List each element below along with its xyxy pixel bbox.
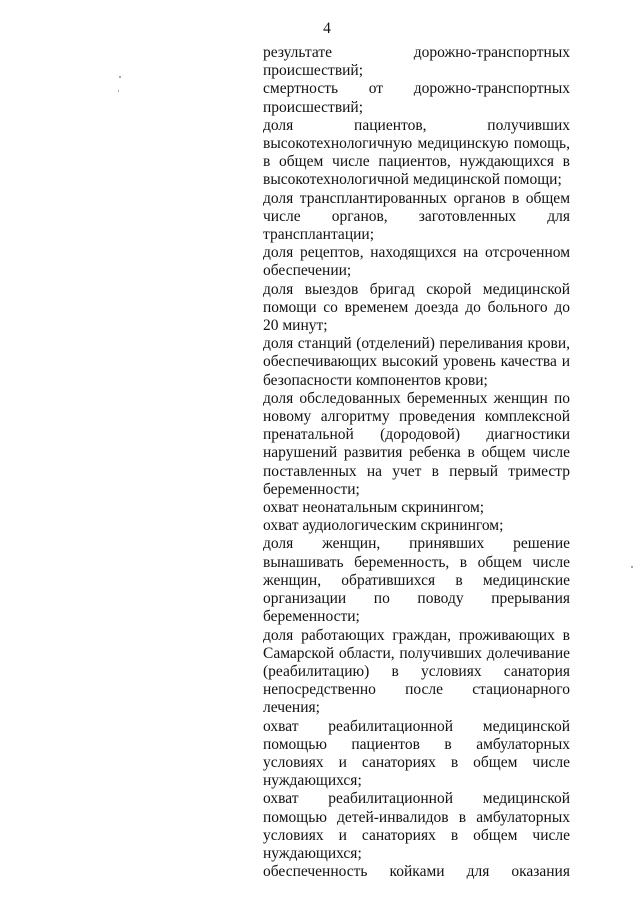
list-item: охват реабилитационной медицинской помощью пациентов в амбулаторных условиях и санаториях в общем числе нуждающихся; — [263, 717, 570, 790]
list-item: смертность от дорожно-транспортных происшествий; — [263, 80, 570, 116]
scan-speck — [119, 76, 121, 78]
list-item: охват аудиологическим скринингом; — [263, 517, 504, 535]
list-item: обеспеченность койками для оказания — [263, 863, 570, 881]
list-item: доля обследованных беременных женщин по новому алгоритму проведения комплексной пренатальной (дородовой) диагностики нарушений развития ребенка в общем числе поставленных на учет в первый триместр беременности; — [263, 389, 570, 498]
document-body — [263, 44, 570, 881]
list-item: доля пациентов, получивших высокотехнологичную медицинскую помощь, в общем числе пациентов, нуждающихся в высокотехнологичной медицинской помощи; — [263, 116, 570, 189]
list-item: результате дорожно-транспортных происшествий; — [263, 44, 570, 80]
list-item: доля женщин, принявших решение вынашивать беременность, в общем числе женщин, обратившихся в медицинские организации по поводу прерывания беременности; — [263, 535, 570, 626]
list-item: охват реабилитационной медицинской помощью детей-инвалидов в амбулаторных условиях и санаториях в общем числе нуждающихся; — [263, 790, 570, 862]
list-item: охват неонатальным скринингом; — [263, 499, 485, 517]
list-item: доля трансплантированных органов в общем числе органов, заготовленных для трансплантации; — [263, 189, 570, 244]
page-number: 4 — [323, 20, 331, 37]
list-item: доля выездов бригад скорой медицинской помощи со временем доезда до больного до 20 минут; — [263, 280, 570, 335]
list-item: доля рецептов, находящихся на отсроченном обеспечении; — [263, 244, 570, 280]
scan-speck — [631, 566, 633, 568]
scan-speck — [118, 90, 119, 92]
list-item: доля станций (отделений) переливания крови, обеспечивающих высокий уровень качества и безопасности компонентов крови; — [263, 335, 570, 389]
list-item: доля работающих граждан, проживающих в Самарской области, получивших долечивание (реабилитацию) в условиях санатория непосредственно после стационарного лечения; — [263, 626, 570, 717]
